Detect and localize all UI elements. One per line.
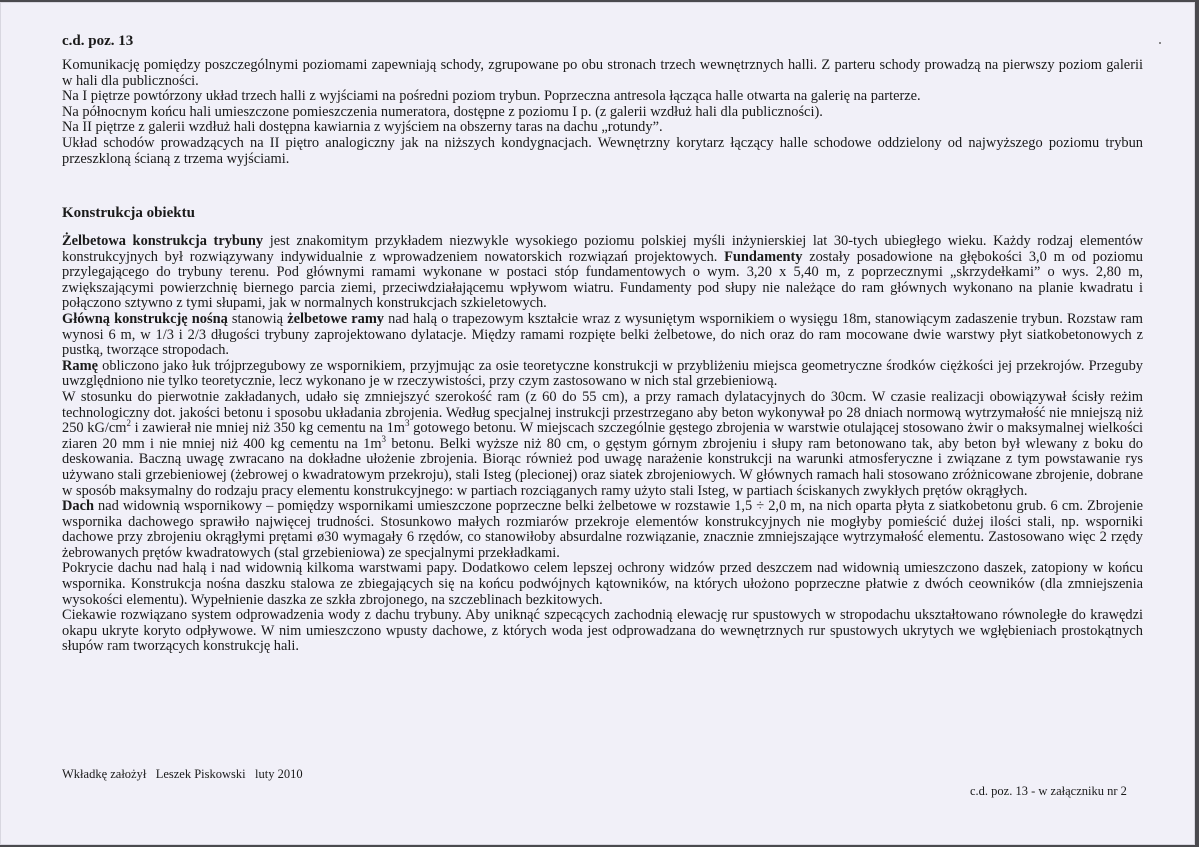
paragraph-text: Ciekawie rozwiązano system odprowadzenia wody z dachu trybuny. Aby uniknąć szpecących zachodnią elewację rur spustowych w stropodachu ukształtowano równoległe do krawędzi okapu ukryte koryto odpływowe. W nim umieszczono wpusty dachowe, z których woda jest odprowadzana do wewnętrznych rur spustowych ukrytych we wgłębieniach prostokątnych słupów ram tworzących konstrukcję hali. (62, 607, 1143, 655)
position-header: c.d. poz. 13 (62, 33, 134, 49)
intro-paragraph: Na północnym końcu hali umieszczone pomieszczenia numeratora, dostępne z poziomu I p. (z galerii wzdłuż hali dla publiczności). (62, 103, 823, 120)
paragraph-text: obliczono jako łuk trójprzegubowy ze wspornikiem, przyjmując za osie teoretyczne konstrukcji w przybliżeniu miejsca geometryczne środków ciężkości jej przekrojów. Przeguby uwzględniono nie tylko teoretycznie, lecz wykonano je w rzeczywistości, przy czym zastosowano w nich stal grzebieniową. (62, 357, 1143, 390)
paragraph-text: nad halą o trapezowym kształcie wraz z wysuniętym wspornikiem o wysięgu 18m, stanowiącym zadaszenie trybun. Rozstaw ram wynosi 6 m, w 1/3 i 2/3 długości trybuny zaprojektowano dylatacje. Między ramami rozpięte belki żelbetowe, do nich oraz do ram mocowane dwie warstwy płyt siatkobetonowych z pustką, tworzące stropodach. (62, 310, 1144, 359)
intro-paragraph: Układ schodów prowadzących na II piętro analogiczny jak na niższych kondygnacjach. Wewnętrzny korytarz łączący halle schodowe oddzielony od najwyższego poziomu trybun przeszkloną ścianą z trzema wyjściami. (62, 134, 1143, 167)
intro-paragraph: Na II piętrze z galerii wzdłuż hali dostępna kawiarnia z wyjściem na obszerny taras na dachu „rotundy”. (62, 119, 663, 136)
continuation-note: c.d. poz. 13 - w załączniku nr 2 (970, 784, 1127, 798)
author-footer: Wkładkę założył Leszek Piskowski luty 2010 (62, 767, 303, 781)
section-title: Konstrukcja obiektu (62, 205, 195, 221)
construction-section (62, 234, 1143, 655)
scan-speck (1159, 42, 1161, 44)
paragraph-text: i zawierał nie mniej niż 350 kg cementu na 1m (130, 420, 406, 437)
paragraph-roof (62, 499, 1143, 561)
paragraph-roof-covering (62, 561, 1143, 608)
intro-paragraph: Komunikację pomiędzy poszczególnymi poziomami zapewniają schody, zgrupowane po obu stronach trzech wewnętrznych halli. Z parteru schody prowadzą na pierwszy poziom galerii w hali dla publiczności. (62, 57, 1143, 89)
paragraph-drainage (62, 608, 1143, 655)
paragraph-text: gotowego betonu. W miejscach szczególnie gęstego zbrojenia w warstwie otulającej stosowano żwir o maksymalnej wielkości ziaren 20 mm i nie mniej niż 400 kg cementu na 1m (62, 420, 1143, 452)
superscript: 2 (126, 418, 131, 429)
intro-section (62, 58, 1143, 167)
document-page (0, 2, 1195, 845)
paragraph-main-structure (62, 312, 1143, 359)
paragraph-text: W stosunku do pierwotnie zakładanych, udało się zmniejszyć szerokość ram (z 60 do 55 cm), a przy ramach dylatacyjnych do 30cm. W czasie realizacji obowiązywał ścisły reżim technologiczny dot. jakości betonu i sposobu układania zbrojenia. Według specjalnej instrukcji przestrzegano aby beton wykonywał po 28 dniach normową wytrzymałość nie mniejszą niż 250 kG/cm (62, 388, 1143, 437)
paragraph-trybuna (62, 234, 1143, 312)
bold-term: Żelbetowa konstrukcja trybuny (62, 233, 264, 249)
superscript: 3 (405, 418, 410, 429)
paragraph-text: betonu. Belki wyższe niż 80 cm, o gęstym górnym zbrojeniu i słupy ram betonowano tak, aby beton był wlewany z boku do deskowania. Baczną uwagę zwracano na dokładne ułożenie zbrojenia. Biorąc również pod uwagę narażenie konstrukcji na warunki atmosferyczne i związane z tym powstawanie rys używano stali grzebieniowej (żebrowej o kwadratowym przekroju), stali Isteg (plecionej) oraz siatek zbrojeniowych. W głównych ramach hali stosowano zróżnicowane zbrojenie, dobrane w sposób maksymalny do rodzaju pracy elementu konstrukcyjnego: w partiach rozciąganych ramy użyto stali Isteg, w partiach ściskanych zwykłych prętów okrągłych. (62, 435, 1144, 499)
bold-term: Główną konstrukcję nośną (62, 310, 228, 327)
paragraph-text: stanowią (227, 310, 288, 327)
paragraph-frame (62, 359, 1143, 390)
bold-term: żelbetowe ramy (287, 310, 385, 327)
superscript: 3 (381, 433, 387, 444)
bold-term: Fundamenty (724, 248, 803, 265)
paragraph-text: zostały posadowione na głębokości 3,0 m od poziomu przylegającego do trybuny terenu. Pod głównymi ramami wykonane w postaci stóp fundamentowych o wym. 3,20 x 5,40 m, z poprzecznymi „skrzydełkami” o wys. 2,80 m, zwiększającymi powierzchnię biernego parcia ziemi, przeciwdziałającemu wpływom wiatru. Fundamenty pod słupy nie należące do ram głównych wykonano na planie kwadratu i połączono sztywno z tymi słupami, jak w normalnych konstrukcjach szkieletowych. (62, 248, 1143, 312)
bold-term: Dach (62, 498, 94, 515)
paragraph-concrete (62, 390, 1143, 499)
intro-paragraph: Na I piętrze powtórzony układ trzech halli z wyjściami na pośredni poziom trybun. Poprzeczna antresola łącząca halle otwarta na galerię na parterze. (62, 88, 921, 105)
bold-term: Ramę (62, 357, 98, 374)
paragraph-text: jest znakomitym przykładem niezwykle wysokiego poziomu polskiej myśli inżynierskiej lat 30-tych ubiegłego wieku. Każdy rodzaj elementów konstrukcyjnych był rozwiązywany indywidualnie z wprowadzeniem nowatorskich rozwiązań projektowych. (62, 233, 1143, 265)
paragraph-text: nad widownią wspornikowy – pomiędzy wspornikami umieszczone poprzeczne belki żelbetowe w rozstawie 1,5 ÷ 2,0 m, na nich oparta płyta z siatkobetonu grub. 6 cm. Zbrojenie wspornika dachowego sprawiło najwięcej trudności. Stosunkowo małych rozmiarów przekroje elementów konstrukcyjnych nie mogłyby pomieścić dużej ilości stali, np. wsporniki dachowe przy zbrojeniu okrągłymi prętami ø30 wymagały 6 rzędów, co stanowiłoby absurdalne rozwiązanie, znacznie zmniejszające wytrzymałość elementu. Zastosowano więc 2 rzędy żebrowanych prętów kwadratowych (stal grzebieniowa) ze specjalnymi przekładkami. (62, 498, 1143, 561)
paragraph-text: Pokrycie dachu nad halą i nad widownią kilkoma warstwami papy. Dodatkowo celem lepszej ochrony widzów przed deszczem nad widownią umieszczono daszek, zatopiony w końcu wspornika. Konstrukcja nośna daszku stalowa ze zbiegających się na końcu podwójnych kątowników, na których ułożono poprzeczne płatwie z dwóch ceowników (dla zmniejszenia wysokości elementu). Wypełnienie daszka ze szkła zbrojonego, na szczeblinach bezkitowych. (62, 560, 1143, 608)
